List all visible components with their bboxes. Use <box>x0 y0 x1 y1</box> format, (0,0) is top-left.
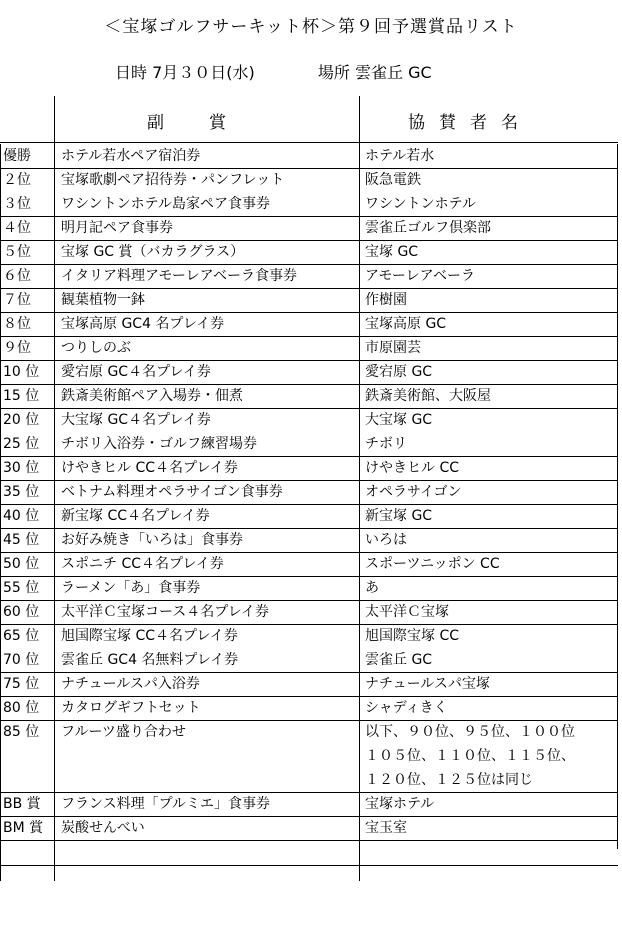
rank-cell: ９位 <box>3 340 31 356</box>
sponsor-cell: 阪急電鉄 <box>365 172 421 188</box>
prize-cell: 宝塚高原 GC4 名プレイ券 <box>61 316 225 332</box>
column-divider <box>54 96 55 881</box>
row-divider <box>0 408 618 409</box>
row-divider <box>0 720 618 721</box>
row-divider <box>0 504 618 505</box>
row-divider <box>0 840 618 841</box>
column-divider <box>359 96 360 881</box>
sponsor-cell: 鉄斎美術館、大阪屋 <box>365 388 491 404</box>
row-divider <box>0 480 618 481</box>
row-divider <box>0 576 618 577</box>
prize-cell: 愛宕原 GC４名プレイ券 <box>61 364 211 380</box>
prize-cell: 鉄斎美術館ペア入場券・佃煮 <box>61 388 243 404</box>
rank-cell: 75 位 <box>3 676 40 692</box>
sponsor-cell: 雲雀丘ゴルフ倶楽部 <box>365 220 491 236</box>
sponsor-cell: 宝玉室 <box>365 820 407 836</box>
prize-cell: 観葉植物一鉢 <box>61 292 145 308</box>
event-info <box>115 60 432 83</box>
prize-cell: けやきヒル CC４名プレイ券 <box>61 460 238 476</box>
row-divider <box>0 600 618 601</box>
prize-cell: ラーメン「あ」食事券 <box>61 580 201 596</box>
prize-cell: 太平洋Ｃ宝塚コース４名プレイ券 <box>61 604 270 620</box>
prize-cell: 炭酸せんべい <box>61 820 145 836</box>
rank-cell: ６位 <box>3 268 31 284</box>
sponsor-cell: 旭国際宝塚 CC <box>365 628 460 644</box>
rank-cell: 20 位 <box>3 412 40 428</box>
date-label: 日時 <box>115 63 148 82</box>
row-divider <box>0 360 618 361</box>
prize-cell: 明月記ペア食事券 <box>61 220 173 236</box>
sponsor-cell: 宝塚高原 GC <box>365 316 447 332</box>
prize-cell: スポニチ CC４名プレイ券 <box>61 556 224 572</box>
sponsor-cell: シャディきく <box>365 700 448 716</box>
prize-cell: 雲雀丘 GC4 名無料プレイ券 <box>61 652 239 668</box>
rank-cell: 50 位 <box>3 556 40 572</box>
prize-cell: ベトナム料理オペラサイゴン食事券 <box>61 484 283 500</box>
rank-cell: 35 位 <box>3 484 40 500</box>
row-divider <box>0 816 618 817</box>
prize-cell: カタログギフトセット <box>61 700 201 716</box>
prize-cell: 宝塚 GC 賞（バカラグラス） <box>61 244 245 260</box>
prize-cell: 旭国際宝塚 CC４名プレイ券 <box>61 628 238 644</box>
rank-cell: 55 位 <box>3 580 40 596</box>
row-divider <box>0 288 618 289</box>
sponsor-cell: 作樹園 <box>365 292 407 308</box>
row-divider <box>0 456 618 457</box>
location-value: 雲雀丘 GC <box>354 63 432 82</box>
sponsor-cell: ナチュールスパ宝塚 <box>365 676 490 692</box>
rank-cell: 40 位 <box>3 508 40 524</box>
prize-cell: フランス料理「プルミエ」食事券 <box>61 796 271 812</box>
row-divider <box>0 384 618 385</box>
rank-cell: 60 位 <box>3 604 40 620</box>
sponsor-cell: あ <box>365 580 379 596</box>
header-divider <box>0 142 618 143</box>
rank-cell: 80 位 <box>3 700 40 716</box>
prize-cell: 大宝塚 GC４名プレイ券 <box>61 412 211 428</box>
rank-cell: 45 位 <box>3 532 40 548</box>
prize-cell: ホテル若水ペア宿泊券 <box>61 148 201 164</box>
rank-cell: ４位 <box>3 220 31 236</box>
sponsor-cell: 大宝塚 GC <box>365 412 433 428</box>
sponsor-cell: 市原園芸 <box>365 340 421 356</box>
prize-cell: フルーツ盛り合わせ <box>61 724 186 740</box>
sponsor-cell: 以下、９０位、９５位、１００位 <box>365 724 575 740</box>
sponsor-cell: 新宝塚 GC <box>365 508 433 524</box>
rank-cell: ８位 <box>3 316 31 332</box>
sponsor-cell: アモーレアベーラ <box>365 268 476 284</box>
row-divider <box>54 865 618 866</box>
date-value: 7月３０日(水) <box>152 63 255 82</box>
rank-cell: BM 賞 <box>3 820 44 836</box>
rank-cell: 優勝 <box>3 148 31 164</box>
sponsor-cell: １０５位、１１０位、１１５位、 <box>365 748 575 764</box>
sponsor-cell: チボリ <box>365 436 407 452</box>
sponsor-column-header: 協賛者名 <box>408 113 532 133</box>
row-divider <box>0 865 55 866</box>
row-divider <box>0 312 618 313</box>
row-divider <box>0 264 618 265</box>
rank-cell: ７位 <box>3 292 31 308</box>
location-label: 場所 <box>317 63 350 82</box>
sponsor-cell: １２０位、１２５位は同じ <box>365 772 533 788</box>
prize-cell: つりしのぶ <box>61 340 131 356</box>
rank-cell: ３位 <box>3 196 31 212</box>
rank-cell: ５位 <box>3 244 31 260</box>
sponsor-cell: スポーツニッポン CC <box>365 556 500 572</box>
rank-cell: 85 位 <box>3 724 40 740</box>
prize-cell: ナチュールスパ入浴券 <box>61 676 200 692</box>
rank-cell: 25 位 <box>3 436 40 452</box>
sponsor-cell: ワシントンホテル <box>365 196 476 212</box>
sponsor-cell: 宝塚ホテル <box>365 796 435 812</box>
row-divider <box>0 168 618 169</box>
prize-column-header: 副 賞 <box>147 113 240 133</box>
sponsor-cell: 雲雀丘 GC <box>365 652 433 668</box>
row-divider <box>0 240 618 241</box>
row-divider <box>0 336 618 337</box>
row-divider <box>0 552 618 553</box>
prize-cell: イタリア料理アモーレアベーラ食事券 <box>61 268 298 284</box>
rank-cell: 70 位 <box>3 652 40 668</box>
row-divider <box>0 528 618 529</box>
sponsor-cell: オペラサイゴン <box>365 484 462 500</box>
page-title: ＜宝塚ゴルフサーキット杯＞第９回予選賞品リスト <box>104 17 518 37</box>
row-divider <box>0 696 618 697</box>
row-divider <box>0 216 618 217</box>
rank-cell: ２位 <box>3 172 31 188</box>
row-divider <box>0 624 618 625</box>
sponsor-cell: 愛宕原 GC <box>365 364 433 380</box>
prize-cell: チボリ入浴券・ゴルフ練習場券 <box>61 436 257 452</box>
rank-cell: 30 位 <box>3 460 40 476</box>
rank-cell: 65 位 <box>3 628 40 644</box>
right-border <box>617 144 618 849</box>
sponsor-cell: ホテル若水 <box>365 148 435 164</box>
sponsor-cell: 太平洋Ｃ宝塚 <box>365 604 449 620</box>
left-border <box>0 144 1 881</box>
row-divider <box>0 792 618 793</box>
rank-cell: 15 位 <box>3 388 40 404</box>
rank-cell: BB 賞 <box>3 796 41 812</box>
rank-cell: 10 位 <box>3 364 40 380</box>
prize-cell: お好み焼き「いろは」食事券 <box>61 532 243 548</box>
row-divider <box>0 672 618 673</box>
sponsor-cell: いろは <box>365 532 407 548</box>
prize-cell: 新宝塚 CC４名プレイ券 <box>61 508 210 524</box>
sponsor-cell: けやきヒル CC <box>365 460 460 476</box>
prize-cell: ワシントンホテル島家ペア食事券 <box>61 196 270 212</box>
sponsor-cell: 宝塚 GC <box>365 244 419 260</box>
prize-cell: 宝塚歌劇ペア招待券・パンフレット <box>61 172 285 188</box>
